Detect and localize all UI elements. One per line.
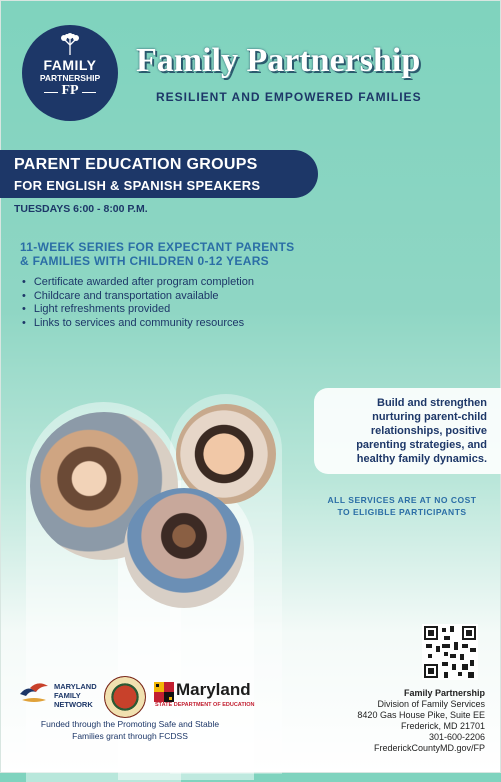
photo-mother-and-children bbox=[124, 488, 244, 608]
callout-line: healthy family dynamics. bbox=[356, 453, 487, 465]
funding-line-1: Funded through the Promoting Safe and Stable bbox=[40, 719, 220, 729]
msde-label: STATE DEPARTMENT OF EDUCATION bbox=[155, 702, 255, 708]
list-item: • Light refreshments provided bbox=[22, 303, 254, 317]
series-line-1: 11-WEEK SERIES FOR EXPECTANT PARENTS bbox=[20, 240, 295, 254]
tree-icon bbox=[58, 33, 82, 55]
mfn-text bbox=[54, 682, 97, 709]
qr-code-icon bbox=[422, 624, 478, 680]
contact-address: 8420 Gas House Pike, Suite EE bbox=[357, 710, 485, 720]
banner-title: PARENT EDUCATION GROUPS bbox=[14, 156, 258, 173]
no-cost-line-2: TO ELIGIBLE PARTICIPANTS bbox=[337, 507, 467, 517]
contact-division: Division of Family Services bbox=[377, 699, 485, 709]
tagline: RESILIENT AND EMPOWERED FAMILIES bbox=[156, 90, 422, 104]
callout-line: Build and strengthen bbox=[377, 397, 487, 409]
family-partnership-logo bbox=[22, 25, 118, 121]
mfn-line: NETWORK bbox=[54, 700, 93, 709]
maryland-wordmark: Maryland bbox=[176, 680, 251, 699]
contact-name: Family Partnership bbox=[403, 688, 485, 698]
logo-line-fp: FP bbox=[61, 83, 79, 98]
series-line-2: & FAMILIES WITH CHILDREN 0-12 YEARS bbox=[20, 254, 269, 268]
banner-subtitle: FOR ENGLISH & SPANISH SPEAKERS bbox=[14, 178, 261, 193]
no-cost-notice bbox=[312, 494, 492, 518]
county-seal-icon bbox=[104, 676, 146, 718]
list-item: • Certificate awarded after program completion bbox=[22, 276, 254, 290]
mfn-line: FAMILY bbox=[54, 691, 81, 700]
program-banner bbox=[0, 150, 318, 198]
maryland-flag-icon bbox=[154, 682, 174, 702]
no-cost-line-1: ALL SERVICES ARE AT NO COST bbox=[327, 495, 477, 505]
logo-line-family: FAMILY bbox=[43, 57, 97, 73]
contact-website[interactable]: FrederickCountyMD.gov/FP bbox=[373, 743, 485, 753]
contact-info bbox=[357, 688, 485, 754]
list-item: • Links to services and community resources bbox=[22, 317, 254, 331]
funding-note bbox=[12, 718, 248, 742]
contact-city: Frederick, MD 21701 bbox=[400, 721, 485, 731]
logo-divider-right bbox=[82, 92, 96, 93]
benefits-list bbox=[22, 276, 254, 330]
list-item: • Childcare and transportation available bbox=[22, 290, 254, 304]
funding-line-2: Families grant through FCDSS bbox=[72, 731, 188, 741]
callout-text bbox=[315, 396, 487, 466]
birds-icon bbox=[18, 680, 52, 706]
page-title: Family Partnership bbox=[136, 42, 421, 79]
callout-line: relationships, positive bbox=[370, 425, 487, 437]
callout-line: parenting strategies, and bbox=[356, 439, 487, 451]
schedule-text: TUESDAYS 6:00 - 8:00 P.M. bbox=[14, 203, 148, 215]
logo-line-partnership: PARTNERSHIP bbox=[39, 73, 101, 83]
contact-phone: 301-600-2206 bbox=[428, 732, 485, 742]
mfn-line: MARYLAND bbox=[54, 682, 97, 691]
callout-line: nurturing parent-child bbox=[372, 411, 487, 423]
series-heading bbox=[20, 240, 294, 268]
